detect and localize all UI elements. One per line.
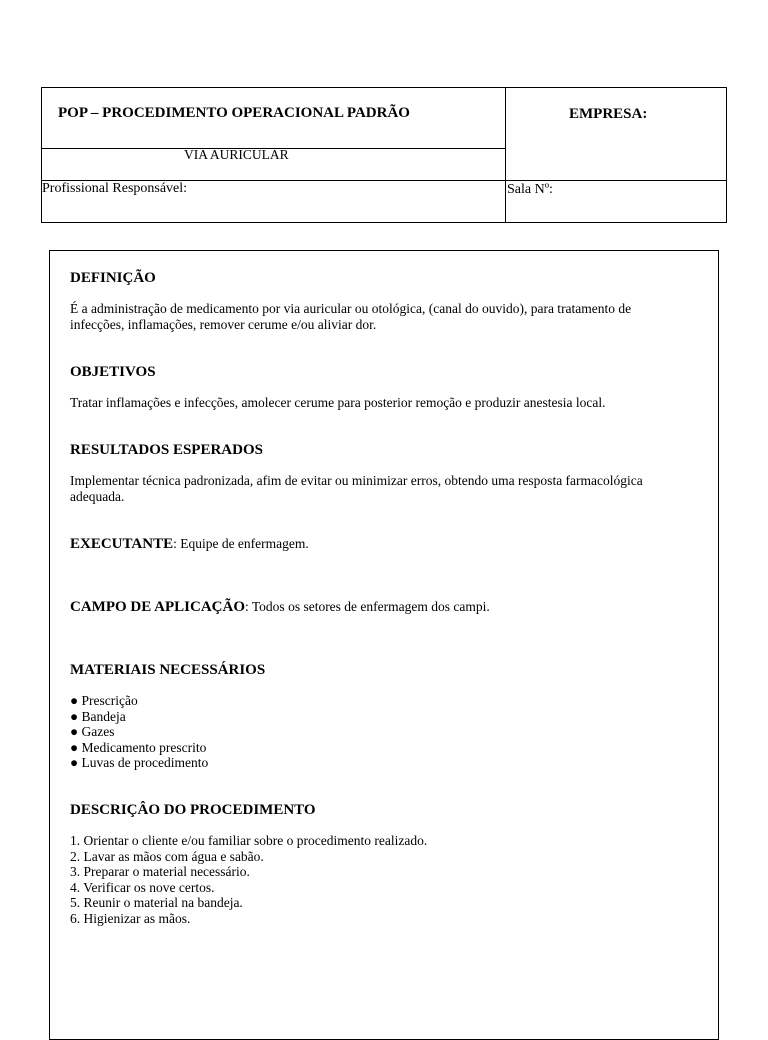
executante-line [70, 535, 309, 553]
empresa-label: EMPRESA: [569, 106, 648, 122]
list-item: 5. Reunir o material na bandeja. [70, 895, 243, 910]
document-title: POP – PROCEDIMENTO OPERACIONAL PADRÃO [58, 105, 410, 121]
executante-text: : Equipe de enfermagem. [173, 536, 309, 551]
list-item: 1. Orientar o cliente e/ou familiar sobre o procedimento realizado. [70, 833, 428, 848]
definicao-heading: DEFINIÇÃO [70, 270, 156, 286]
sala-field: Sala Nº: [507, 182, 553, 197]
objetivos-heading: OBJETIVOS [70, 364, 156, 380]
definicao-text: É a administração de medicamento por via auricular ou otológica, (canal do ouvido), para tratamento de infecções, inflamações, remover cerume e/ou aliviar dor. [70, 301, 632, 332]
campo-aplicacao-text: : Todos os setores de enfermagem dos campi. [245, 599, 490, 614]
materiais-heading: MATERIAIS NECESSÁRIOS [70, 662, 266, 678]
procedure-steps-list [70, 833, 427, 926]
campo-aplicacao-line [70, 598, 490, 616]
list-item: 2. Lavar as mãos com água e sabão. [70, 848, 264, 864]
descricao-heading: DESCRIÇÂO DO PROCEDIMENTO [70, 802, 316, 818]
header-column-divider [505, 87, 506, 223]
list-item: ● Prescrição [70, 693, 138, 708]
campo-aplicacao-label: CAMPO DE APLICAÇÃO [70, 599, 245, 615]
executante-label: EXECUTANTE [70, 536, 174, 552]
resultados-heading: RESULTADOS ESPERADOS [70, 442, 263, 458]
profissional-responsavel-field: Profissional Responsável: [42, 181, 188, 196]
procedure-subtitle: VIA AURICULAR [184, 147, 289, 162]
list-item: 3. Preparar o material necessário. [70, 864, 250, 879]
resultados-text: Implementar técnica padronizada, afim de evitar ou minimizar erros, obtendo uma resposta farmacológica adequada. [70, 473, 643, 504]
list-item: 6. Higienizar as mãos. [70, 910, 191, 926]
objetivos-text: Tratar inflamações e infecções, amolecer cerume para posterior remoção e produzir anestesia local. [70, 395, 606, 410]
list-item: ● Medicamento prescrito [70, 739, 207, 755]
materiais-list [70, 693, 208, 771]
list-item: ● Gazes [70, 724, 115, 739]
list-item: ● Bandeja [70, 708, 126, 724]
list-item: ● Luvas de procedimento [70, 755, 209, 770]
list-item: 4. Verificar os nove certos. [70, 879, 215, 895]
